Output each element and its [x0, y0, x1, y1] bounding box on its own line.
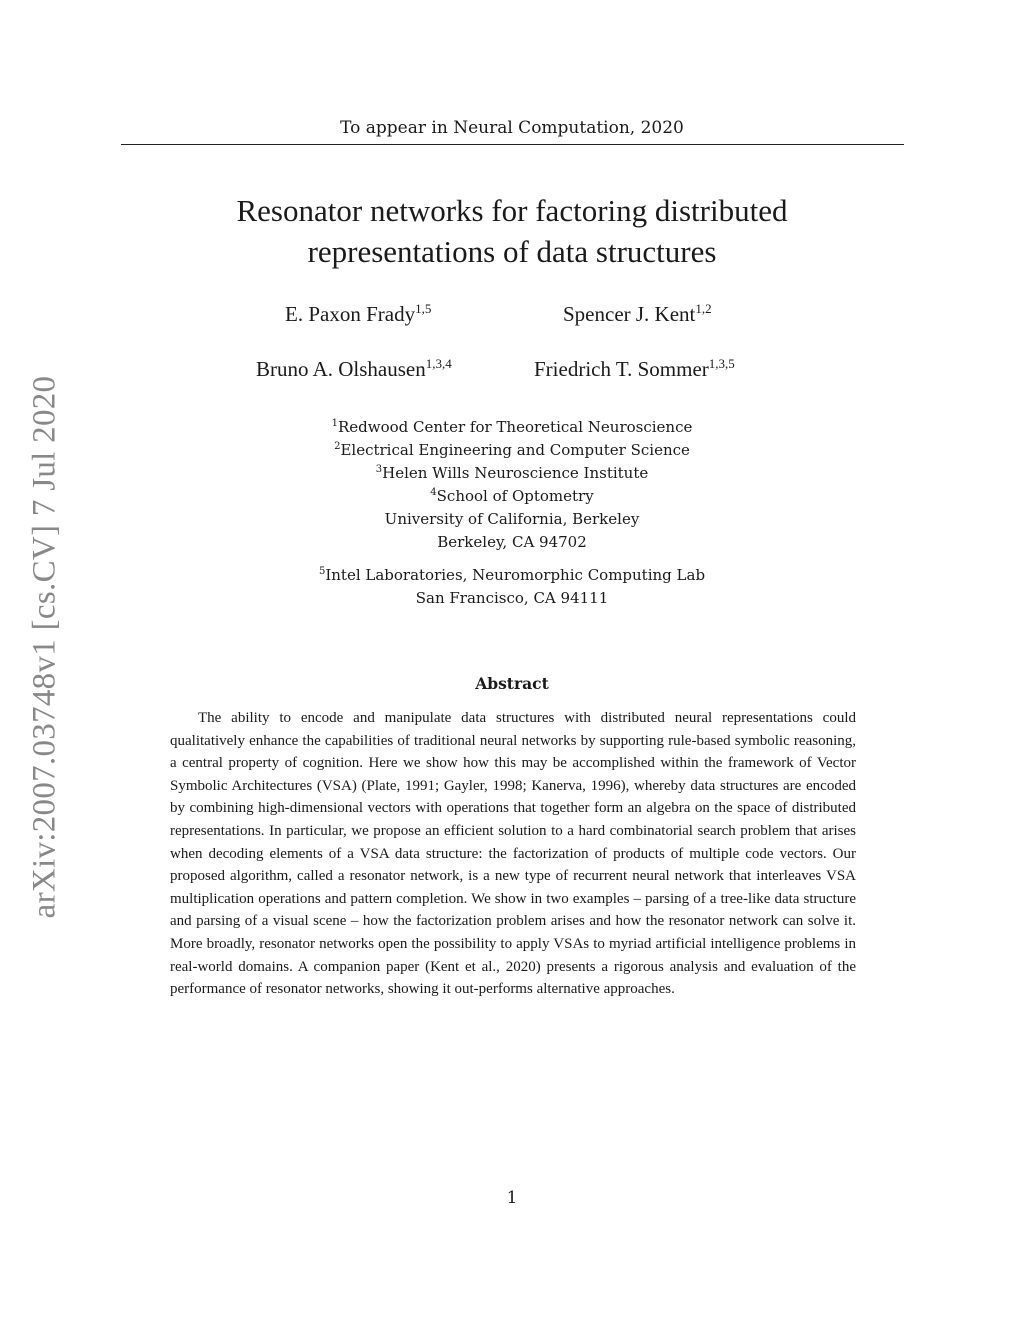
author-affil-sup: 1,3,4	[425, 356, 452, 371]
author-frady	[285, 302, 431, 327]
abstract-heading: Abstract	[475, 674, 549, 693]
author-olshausen	[256, 357, 452, 382]
author-name: Bruno A. Olshausen	[256, 357, 426, 381]
author-sommer	[534, 357, 735, 382]
paper-title	[0, 190, 1024, 272]
arxiv-side-stamp: arXiv:2007.03748v1 [cs.CV] 7 Jul 2020	[26, 375, 63, 919]
author-name: Spencer J. Kent	[563, 302, 696, 326]
running-head: To appear in Neural Computation, 2020	[340, 118, 684, 138]
abstract-body: The ability to encode and manipulate data structures with distributed neural representations could qualitatively enhance the capabilities of traditional neural networks by supporting rule-based symbolic reasoning, a central property of cognition. Here we show how this may be accomplished within the framework of Vector Symbolic Architectures (VSA) (Plate, 1991; Gayler, 1998; Kanerva, 1996), whereby data structures are encoded by combining high-dimensional vectors with operations that together form an algebra on the space of distributed representations. In particular, we propose an efficient solution to a hard combinatorial search problem that arises when decoding elements of a VSA data structure: the factorization of products of multiple code vectors. Our proposed algorithm, called a resonator network, is a new type of recurrent neural network that interleaves VSA multiplication operations and pattern completion. We show in two examples – parsing of a tree-like data structure and parsing of a visual scene – how the factorization problem arises and how the resonator network can solve it. More broadly, resonator networks open the possibility to apply VSAs to myriad artificial intelligence problems in real-world domains. A companion paper (Kent et al., 2020) presents a rigorous analysis and evaluation of the performance of resonator networks, showing it out-performs alternative approaches.	[170, 710, 856, 998]
title-line-2: representations of data structures	[307, 234, 717, 269]
affiliation-line: University of California, Berkeley	[384, 510, 640, 528]
affiliation-line: $^3$Helen Wills Neuroscience Institute	[375, 464, 649, 482]
author-name: Friedrich T. Sommer	[534, 357, 709, 381]
affiliation-line: $^4$School of Optometry	[430, 487, 594, 505]
affiliation-line: Berkeley, CA 94702	[437, 533, 587, 551]
affiliation-line: $^1$Redwood Center for Theoretical Neuroscience	[331, 418, 693, 436]
affiliation-line: San Francisco, CA 94111	[415, 589, 609, 607]
author-kent	[563, 302, 712, 327]
author-affil-sup: 1,5	[415, 301, 432, 316]
affiliations-berkeley	[0, 416, 1024, 554]
title-line-1: Resonator networks for factoring distributed	[236, 193, 788, 228]
affiliations-intel	[0, 564, 1024, 610]
affiliation-line: $^5$Intel Laboratories, Neuromorphic Computing Lab	[318, 566, 706, 584]
author-affil-sup: 1,3,5	[708, 356, 735, 371]
header-rule	[121, 144, 904, 145]
affiliation-line: $^2$Electrical Engineering and Computer Science	[334, 441, 690, 459]
author-affil-sup: 1,2	[695, 301, 712, 316]
page-number: 1	[506, 1188, 518, 1208]
author-name: E. Paxon Frady	[285, 302, 416, 326]
